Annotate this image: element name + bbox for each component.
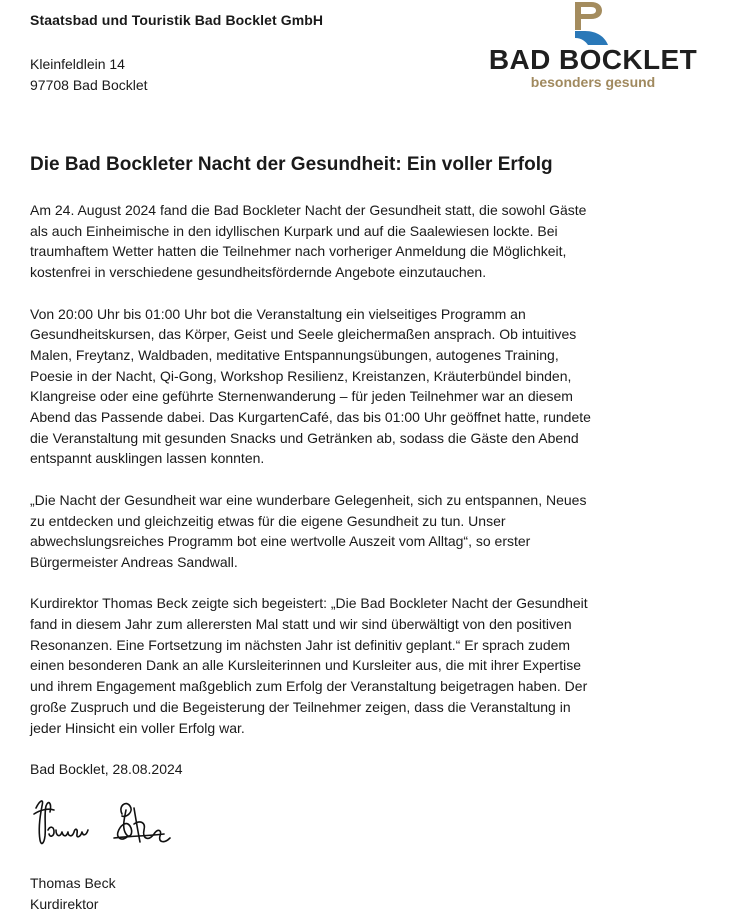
paragraph-line: Von 20:00 Uhr bis 01:00 Uhr bot die Veranstaltung ein vielseitiges Programm an bbox=[30, 305, 526, 322]
paragraph-line: einen besonderen Dank an alle Kursleiterinnen und Kursleiter aus, die mit ihrer Expertise bbox=[30, 657, 581, 674]
paragraph-line: fand in diesem Jahr zum allerersten Mal statt und wir sind überwältigt von den positiven bbox=[30, 616, 572, 633]
signer-block bbox=[30, 873, 116, 915]
page-title: Die Bad Bockleter Nacht der Gesundheit: Ein voller Erfolg bbox=[30, 154, 553, 175]
paragraph-line: Am 24. August 2024 fand die Bad Bockleter Nacht der Gesundheit statt, die sowohl Gäste bbox=[30, 202, 587, 218]
paragraph-line: als auch Einheimische in den idyllischen Kurpark und auf die Saalewiesen lockte. Bei bbox=[30, 222, 558, 239]
paragraph-line: Bürgermeister Andreas Sandwall. bbox=[30, 553, 238, 570]
paragraph-line: große Zuspruch und die Begeisterung der Teilnehmer zeigen, dass die Veranstaltung in bbox=[30, 698, 571, 715]
signer-name: Thomas Beck bbox=[30, 875, 116, 891]
paragraph-line: Malen, Freytanz, Waldbaden, meditative Entspannungsübungen, autogenes Training, bbox=[30, 346, 559, 363]
paragraph bbox=[30, 490, 680, 573]
sender-street: Kleinfeldlein 14 bbox=[30, 56, 125, 72]
paragraph-line: Abend das Passende dabei. Das KurgartenCafé, das bis 01:00 Uhr geöffnet hatte, rundete bbox=[30, 409, 591, 426]
paragraph-line: traumhaftem Wetter hatten die Teilnehmer nach vorheriger Anmeldung die Möglichkeit, bbox=[30, 243, 567, 260]
sender-address bbox=[30, 54, 148, 95]
paragraph bbox=[30, 759, 680, 780]
letter-b-logo-icon bbox=[572, 0, 610, 46]
paragraph-line: die Veranstaltung mit gesunden Snacks und Getränken ab, sodass die Gäste den Abend bbox=[30, 429, 579, 446]
paragraph bbox=[30, 304, 680, 470]
paragraph bbox=[30, 593, 680, 738]
paragraph-line: entspannt ausklingen lassen konnten. bbox=[30, 450, 265, 467]
paragraph-line: abwechslungsreiches Programm bot eine wertvolle Auszeit vom Alltag“, so erster bbox=[30, 533, 531, 550]
sender-city: 97708 Bad Bocklet bbox=[30, 76, 148, 93]
signer-role: Kurdirektor bbox=[30, 896, 99, 912]
paragraph-line: Gesundheitskursen, das Körper, Geist und Seele gleichermaßen ansprach. Ob intuitives bbox=[30, 326, 577, 343]
paragraph-line: zu entdecken und gleichzeitig etwas für die eigene Gesundheit zu tun. Unser bbox=[30, 512, 506, 529]
logo-wordmark: BAD BOCKLET bbox=[488, 44, 698, 75]
paragraph-line: Kurdirektor Thomas Beck zeigte sich begeistert: „Die Bad Bockleter Nacht der Gesundheit bbox=[30, 595, 588, 612]
article-body bbox=[30, 200, 680, 800]
handwritten-signature bbox=[30, 792, 180, 858]
paragraph bbox=[30, 200, 680, 283]
paragraph-line: und ihrem Engagement maßgeblich zum Erfolg der Veranstaltung beigetragen haben. Der bbox=[30, 678, 588, 695]
paragraph-line: „Die Nacht der Gesundheit war eine wunderbare Gelegenheit, sich zu entspannen, Neues bbox=[30, 491, 587, 508]
sender-name: Staatsbad und Touristik Bad Bocklet GmbH bbox=[30, 12, 324, 28]
paragraph-line: Resonanzen. Eine Fortsetzung im nächsten Jahr ist definitiv geplant.“ Er sprach zudem bbox=[30, 636, 571, 653]
paragraph-line: Poesie in der Nacht, Qi-Gong, Workshop Resilienz, Kreistanzen, Kräuterbündel binden, bbox=[30, 367, 572, 384]
paragraph-line: jeder Hinsicht ein voller Erfolg war. bbox=[30, 719, 245, 736]
paragraph-line: Bad Bocklet, 28.08.2024 bbox=[30, 760, 183, 777]
paragraph-line: kostenfrei in verschiedene gesundheitsfördernde Angebote einzutauchen. bbox=[30, 264, 487, 281]
paragraph-line: Klangreise oder eine geführte Sternenwanderung – für jeden Teilnehmer war an diesem bbox=[30, 388, 573, 405]
bad-bocklet-logo bbox=[488, 0, 698, 96]
logo-tagline: besonders gesund bbox=[530, 74, 656, 90]
